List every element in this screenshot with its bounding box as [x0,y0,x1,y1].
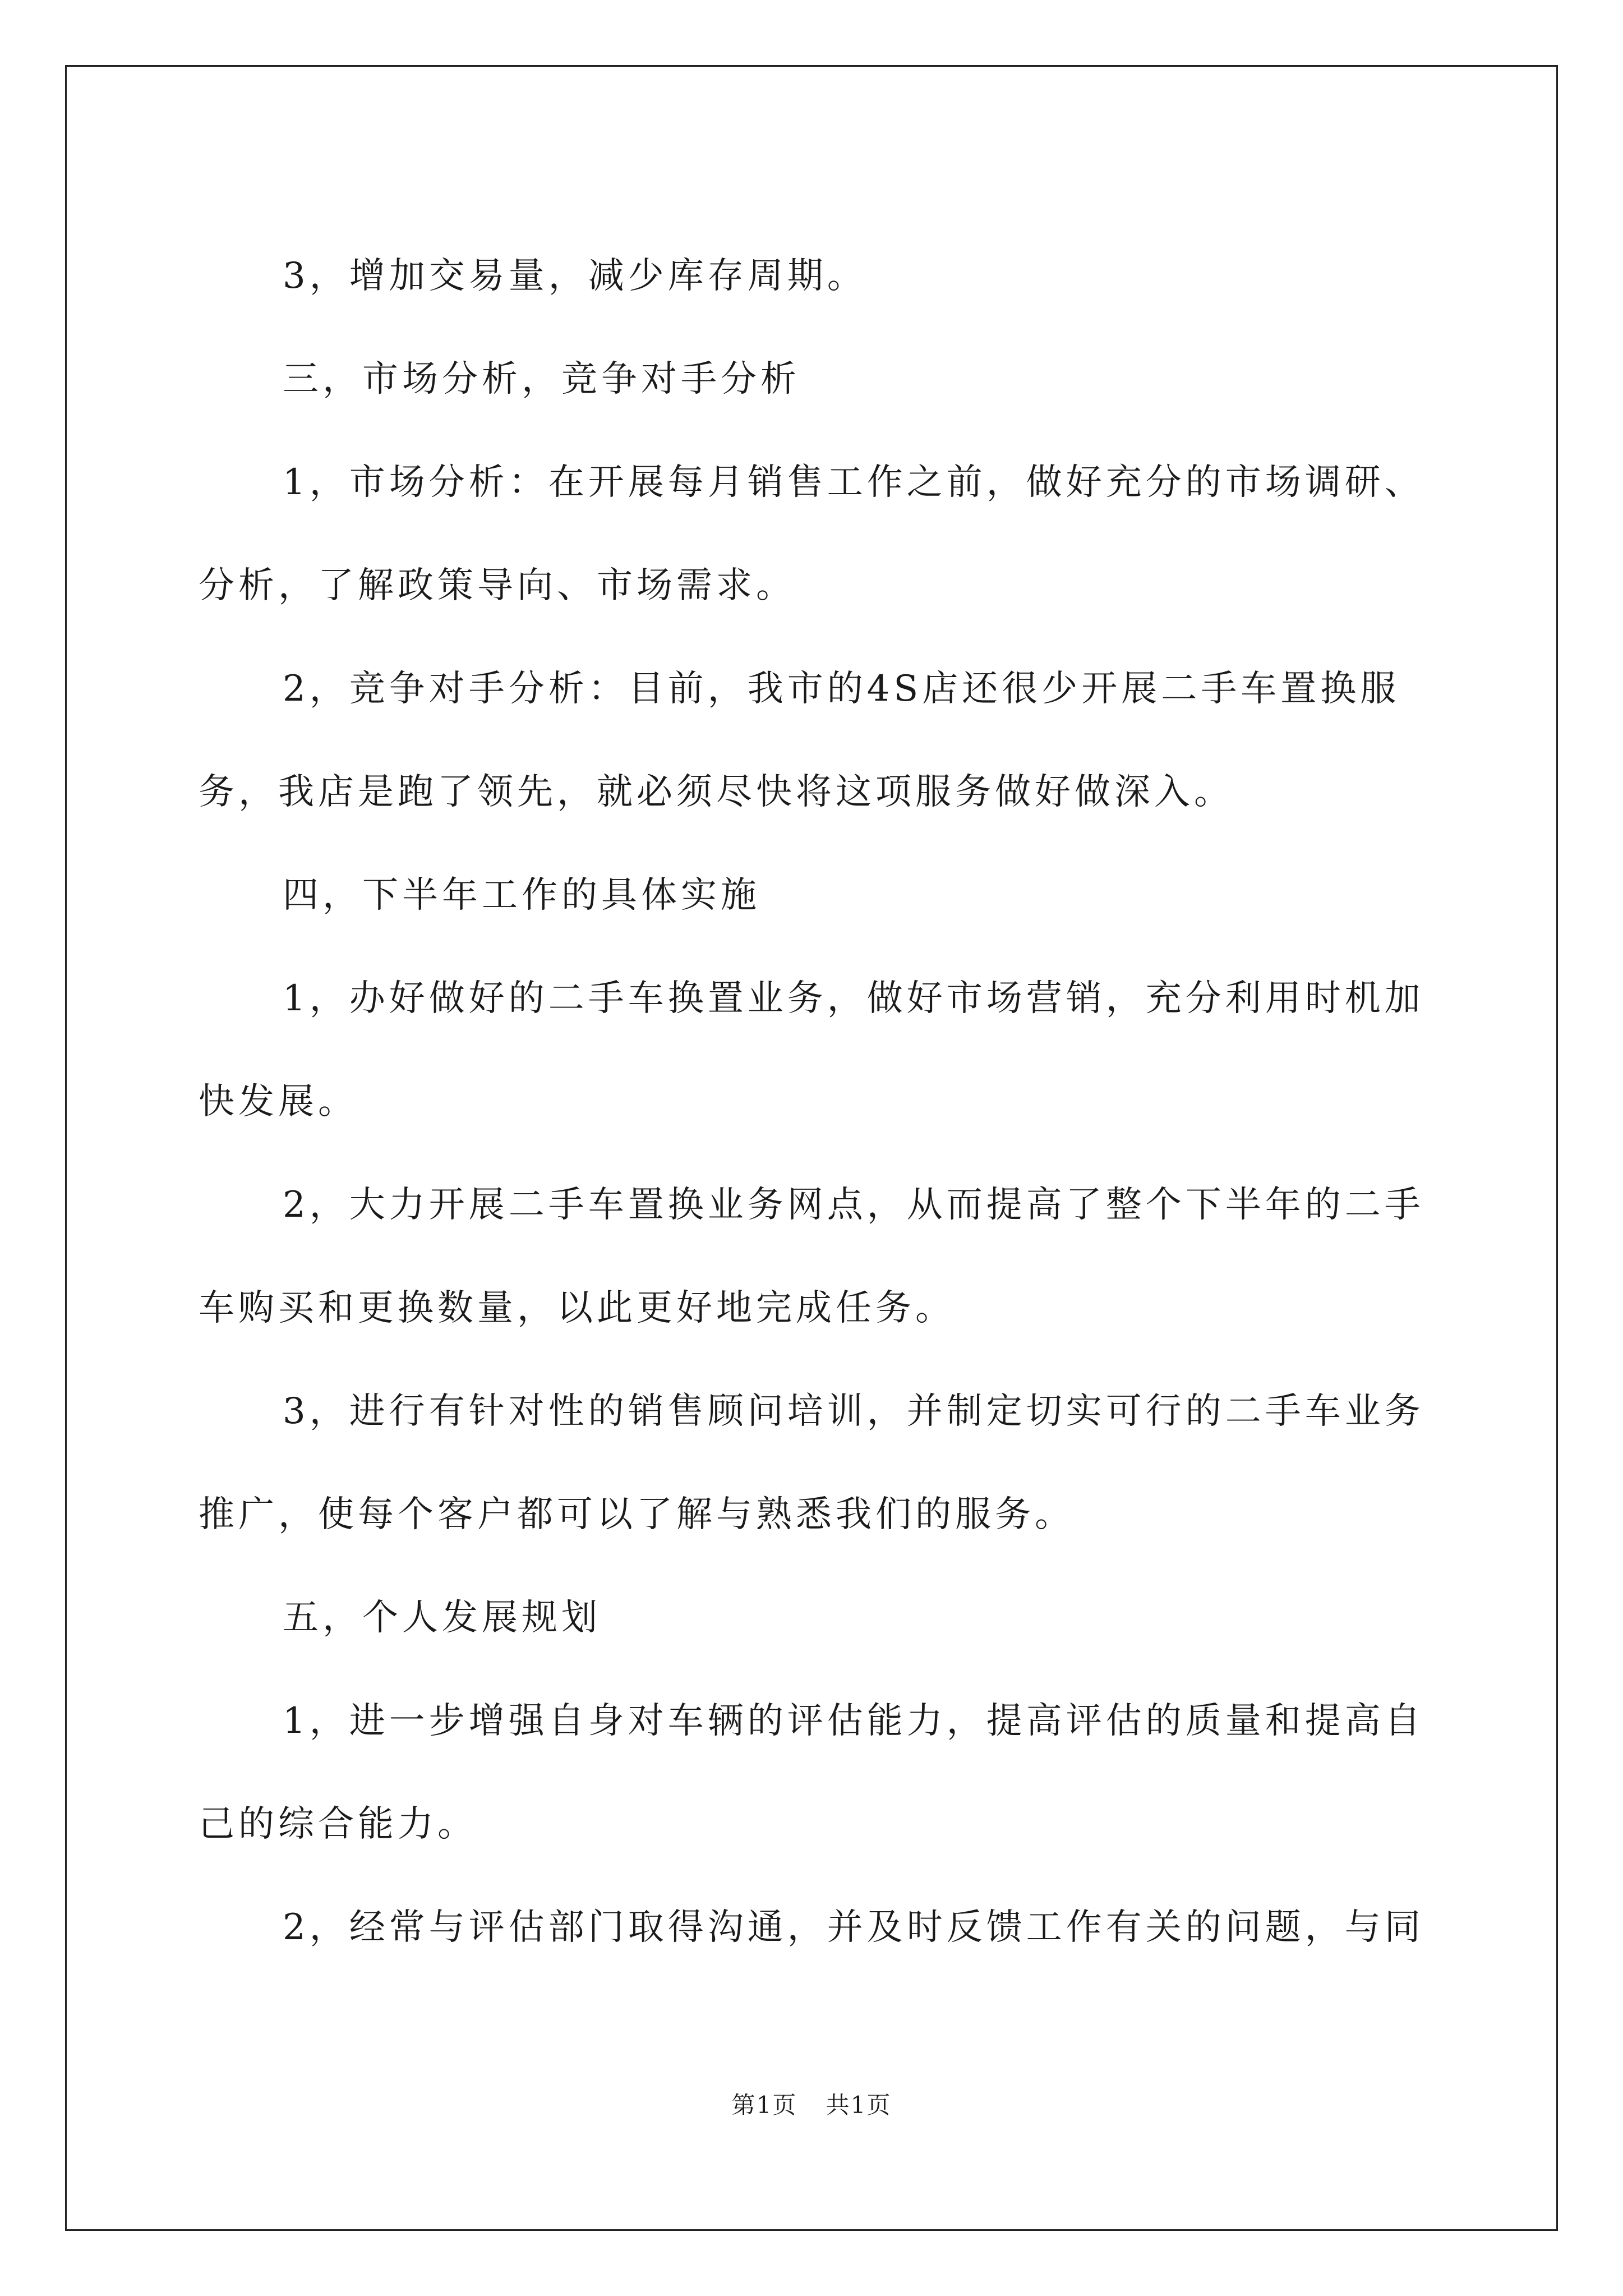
paragraph: 2，竞争对手分析：目前，我市的4S店还很少开展二手车置换服 [283,668,1400,710]
paragraph: 1，办好做好的二手车换置业务，做好市场营销，充分利用时机加 [283,978,1424,1019]
paragraph-continuation: 推广，使每个客户都可以了解与熟悉我们的服务。 [199,1494,1075,1535]
page-number: 第1页 [731,2091,797,2119]
paragraph: 3，进行有针对性的销售顾问培训，并制定切实可行的二手车业务 [283,1391,1424,1432]
document-body [199,224,1466,1979]
page-total: 共1页 [826,2091,892,2119]
paragraph: 2，经常与评估部门取得沟通，并及时反馈工作有关的问题，与同 [283,1907,1424,1948]
page-footer [0,2087,1623,2120]
paragraph-continuation: 快发展。 [199,1081,358,1122]
section-heading: 五，个人发展规划 [283,1597,601,1639]
section-heading: 三，市场分析，竞争对手分析 [283,358,800,400]
paragraph-continuation: 己的综合能力。 [199,1803,477,1845]
paragraph-continuation: 车购买和更换数量，以此更好地完成任务。 [199,1287,955,1329]
section-heading: 四，下半年工作的具体实施 [283,875,760,916]
paragraph-continuation: 分析，了解政策导向、市场需求。 [199,565,796,606]
paragraph: 1，市场分析：在开展每月销售工作之前，做好充分的市场调研、 [283,462,1424,503]
paragraph: 2，大力开展二手车置换业务网点，从而提高了整个下半年的二手 [283,1184,1424,1226]
paragraph: 3，增加交易量，减少库存周期。 [283,255,867,297]
paragraph: 1，进一步增强自身对车辆的评估能力，提高评估的质量和提高自 [283,1700,1424,1742]
paragraph-continuation: 务，我店是跑了领先，就必须尽快将这项服务做好做深入。 [199,771,1234,813]
